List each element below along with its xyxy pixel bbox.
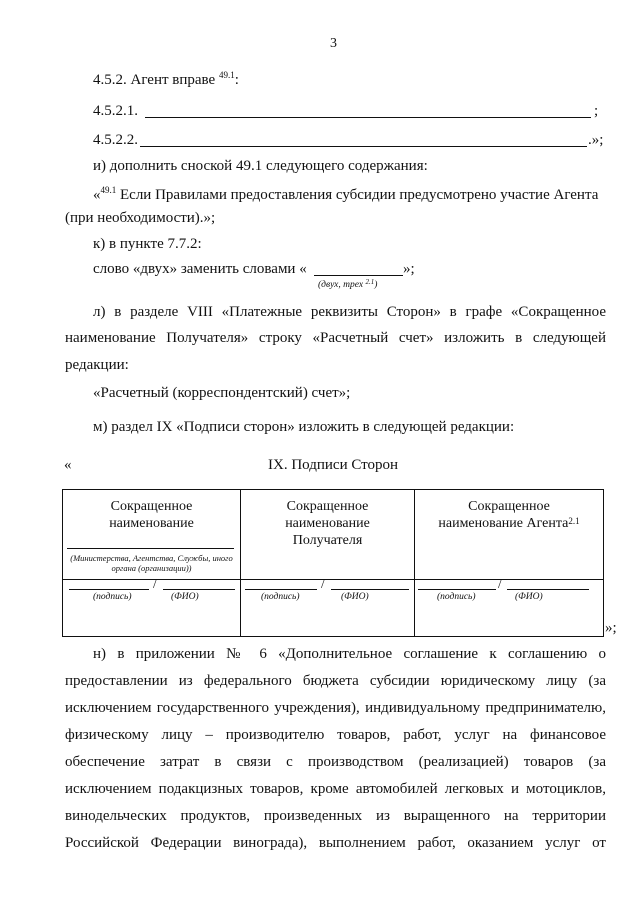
col3-name-line [507, 589, 589, 590]
open-quote: « [93, 187, 101, 203]
col2-sign-line [245, 589, 317, 590]
item-l-line1: л) в разделе VIII «Платежные реквизиты Сторон» в графе «Сокращенное [93, 304, 606, 320]
footnote-body: Если Правилами предоставления субсидии предусмотрено участие Агента [116, 187, 599, 203]
body-line-2: предоставлении из федерального бюджета субсидии юридическому лицу (за [65, 673, 606, 689]
clause-text: 4.5.2. Агент вправе [93, 72, 219, 88]
body-line-7: винодельческих продуктов, произведенных из выращенного на территории [65, 808, 606, 824]
footnote-text [93, 185, 599, 203]
col2-slash: / [321, 576, 325, 591]
col1-line2: наименование [109, 516, 194, 531]
replace-note [318, 278, 378, 291]
col3-line2-wrap [415, 515, 603, 532]
body-line-5: обеспечение затрат в связи с производством (реализацией) товаров (за [65, 754, 606, 770]
col1-line1: Сокращенное [110, 499, 193, 514]
section-title: IX. Подписи Сторон [268, 457, 399, 473]
col2-name-line [331, 589, 409, 590]
col2-sign-cell [241, 576, 415, 637]
col2-header [241, 490, 415, 580]
clause-4-5-2 [93, 70, 239, 88]
page-number: 3 [330, 36, 337, 51]
footnote-mark: 49.1 [100, 185, 117, 195]
col1-name-label: (ФИО) [171, 592, 199, 602]
section-open-quote: « [64, 457, 72, 473]
col2-line1: Сокращенное [286, 499, 369, 514]
col1-underline [67, 548, 234, 549]
clause-4-5-2-2-tail: .»; [588, 132, 604, 148]
item-i: и) дополнить сноской 49.1 следующего содержания: [93, 158, 428, 174]
blank-line-4-5-2-2 [140, 146, 587, 147]
col2-sign-label: (подпись) [261, 592, 300, 602]
col1-sign-cell [63, 576, 241, 637]
col3-sign-cell [415, 576, 604, 637]
body-line-6: исключением подакцизных товаров, кроме автомобилей легковых и мотоциклов, [65, 781, 606, 797]
clause-4-5-2-1-tail: ; [594, 103, 599, 119]
col3-line2: наименование Агента [438, 516, 569, 531]
body-line-4: физическому лицу – производителю товаров, работ, услуг на финансовое [65, 727, 606, 743]
body-line-8: Российской Федерации винограда), выполнением работ, оказанием услуг от [65, 835, 606, 851]
col1-title [63, 490, 240, 532]
col2-line3: Получателя [292, 533, 363, 548]
item-l-line2: наименование Получателя» строку «Расчетный счет» изложить в следующей [65, 330, 606, 346]
replace-note-sup: 2.1 [365, 278, 375, 286]
col1-header [63, 490, 241, 580]
item-k: к) в пункте 7.7.2: [93, 236, 202, 252]
item-l-line3: редакции: [65, 357, 129, 373]
col1-sign-line [69, 589, 149, 590]
replace-note-tail: ) [374, 280, 378, 290]
replace-text: слово «двух» заменить словами « [93, 261, 307, 277]
account-line: «Расчетный (корреспондентский) счет»; [93, 385, 351, 401]
blank-line-words [314, 275, 403, 276]
col3-line1: Сокращенное [468, 499, 550, 514]
col3-sign-label: (подпись) [437, 592, 476, 602]
col1-note: (Министерства, Агентства, Службы, иного органа (организации)) [70, 553, 233, 573]
body-line-1: н) в приложении № 6 «Дополнительное соглашение к соглашению о [93, 646, 606, 662]
clause-colon: : [234, 72, 239, 88]
col3-name-label: (ФИО) [515, 592, 543, 602]
col2-name-label: (ФИО) [341, 592, 369, 602]
replace-note-text: (двух, трех [318, 280, 366, 290]
signatures-table [62, 489, 604, 637]
col3-header [415, 490, 604, 580]
col2-title [241, 490, 414, 549]
clause-4-5-2-1-label: 4.5.2.1. [93, 103, 138, 119]
col3-sign-line [418, 589, 496, 590]
blank-line-4-5-2-1 [145, 117, 591, 118]
col3-title [415, 490, 603, 532]
col1-sign-label: (подпись) [93, 592, 132, 602]
col3-sup: 2.1 [568, 516, 580, 526]
replace-tail: »; [403, 261, 415, 277]
item-m: м) раздел IX «Подписи сторон» изложить в следующей редакции: [93, 419, 515, 435]
col1-slash: / [153, 576, 157, 591]
body-line-3: исключением государственного учреждения), индивидуальному предпринимателю, [65, 700, 606, 716]
footnote-text-cont: (при необходимости).»; [65, 210, 216, 226]
col2-line2: наименование [285, 516, 370, 531]
clause-4-5-2-2-label: 4.5.2.2. [93, 132, 138, 148]
section-close-quote: »; [605, 620, 617, 636]
col3-slash: / [498, 576, 502, 591]
footnote-ref: 49.1 [218, 70, 235, 80]
col1-name-line [163, 589, 235, 590]
